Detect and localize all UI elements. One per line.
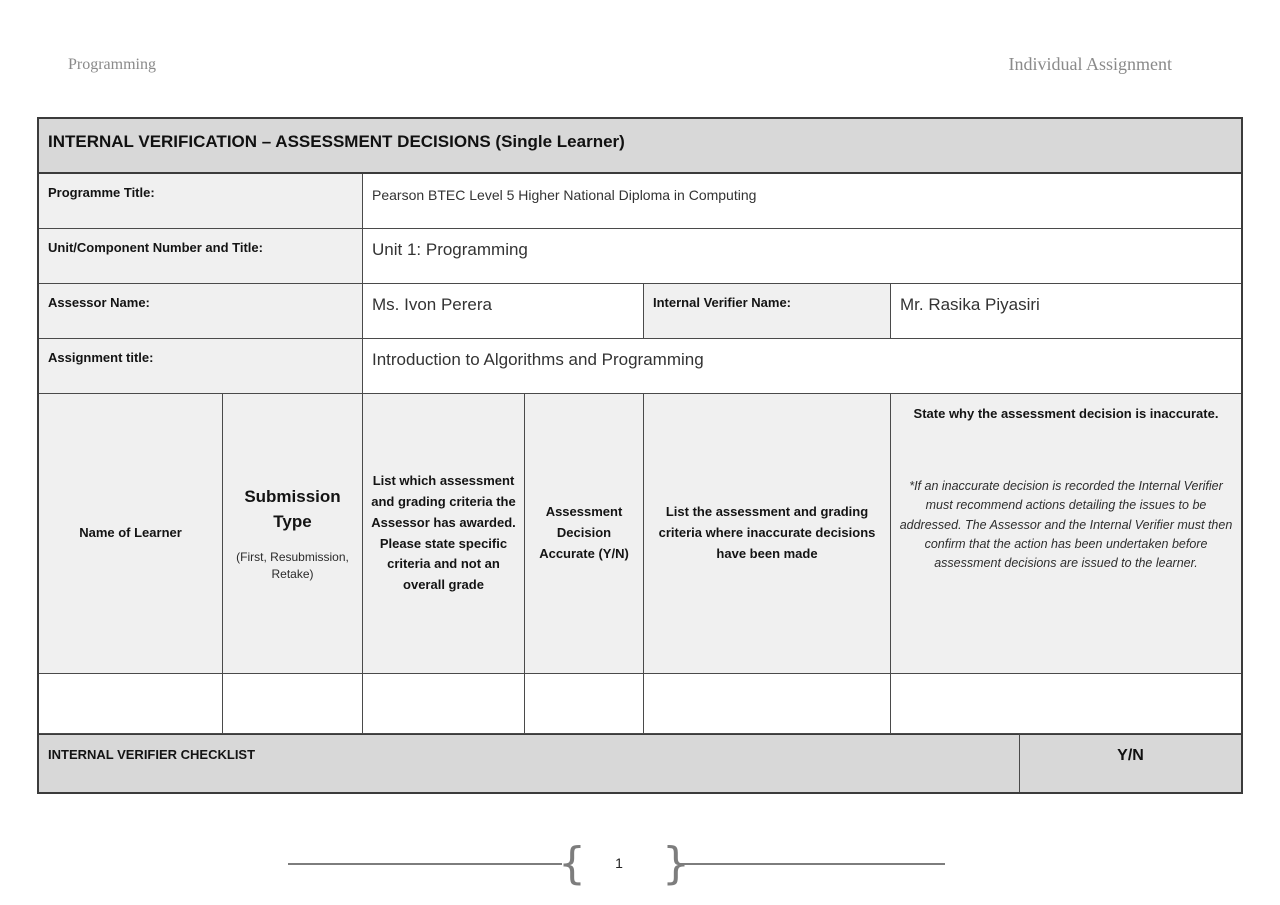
programme-title-label: Programme Title: <box>39 174 363 229</box>
assignment-title-row <box>39 339 1241 394</box>
state-why-cell <box>891 674 1241 734</box>
col-header-criteria-awarded: List which assessment and grading criteria the Assessor has awarded. Please state specific criteria and not an overall grade <box>363 394 525 674</box>
submission-type-options: (First, Resubmission, Retake) <box>236 549 349 581</box>
right-brace-icon: } <box>662 838 690 889</box>
unit-title-value: Unit 1: Programming <box>363 229 1241 284</box>
submission-type-cell <box>223 674 363 734</box>
col-header-state-why-inaccurate <box>891 394 1241 674</box>
submission-type-title: Submission Type <box>244 486 341 532</box>
col-header-name-of-learner: Name of Learner <box>39 394 223 674</box>
page-number: 1 <box>615 855 623 871</box>
checklist-yn-header: Y/N <box>1020 734 1241 792</box>
col-header-inaccurate-criteria: List the assessment and grading criteria where inaccurate decisions have been made <box>644 394 891 674</box>
criteria-awarded-cell <box>363 674 525 734</box>
assignment-title-value: Introduction to Algorithms and Programming <box>363 339 1241 394</box>
col-header-decision-accurate: Assessment Decision Accurate (Y/N) <box>525 394 644 674</box>
assessor-name-value: Ms. Ivon Perera <box>363 284 644 339</box>
left-brace-icon: { <box>558 838 586 889</box>
programme-title-row <box>39 174 1241 229</box>
assessor-verifier-row <box>39 284 1241 339</box>
form-title: INTERNAL VERIFICATION – ASSESSMENT DECISIONS (Single Learner) <box>39 119 1241 174</box>
page-header-left: Programming <box>68 56 156 73</box>
learner-name-cell <box>39 674 223 734</box>
programme-title-value: Pearson BTEC Level 5 Higher National Diploma in Computing <box>363 174 1241 229</box>
learner-data-row <box>39 674 1241 734</box>
assessor-name-label: Assessor Name: <box>39 284 363 339</box>
internal-verification-form <box>37 117 1243 794</box>
page-header-right: Individual Assignment <box>1008 54 1172 74</box>
inaccurate-criteria-cell <box>644 674 891 734</box>
unit-title-row <box>39 229 1241 284</box>
form-title-row <box>39 119 1241 174</box>
assignment-title-label: Assignment title: <box>39 339 363 394</box>
checklist-row <box>39 734 1241 792</box>
footer-rule-left <box>288 863 562 865</box>
internal-verifier-label: Internal Verifier Name: <box>644 284 891 339</box>
col-header-submission-type <box>223 394 363 674</box>
internal-verifier-value: Mr. Rasika Piyasiri <box>891 284 1241 339</box>
decision-accurate-cell <box>525 674 644 734</box>
decision-table-header-row <box>39 394 1241 674</box>
state-why-heading: State why the assessment decision is inaccurate. <box>913 406 1219 421</box>
footer-rule-right <box>678 863 945 865</box>
internal-verifier-note: *If an inaccurate decision is recorded the Internal Verifier must recommend actions detailing the issues to be addressed. The Assessor and the Internal Verifier must then confirm that the action has been undertaken before assessment decisions are issued to the learner. <box>899 478 1233 571</box>
checklist-label: INTERNAL VERIFIER CHECKLIST <box>39 734 1020 792</box>
unit-title-label: Unit/Component Number and Title: <box>39 229 363 284</box>
